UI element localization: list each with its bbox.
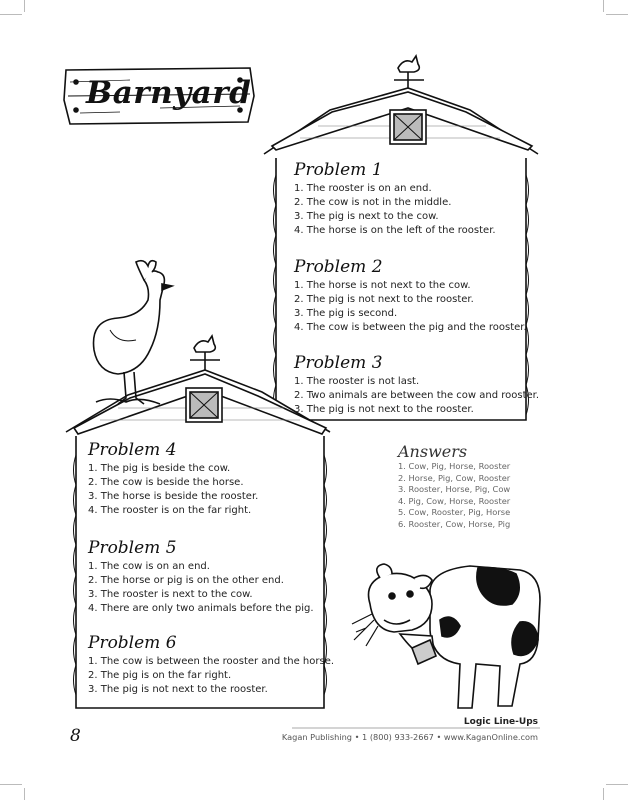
clue: 1. The cow is on an end. xyxy=(88,561,210,572)
clue: 2. The horse or pig is on the other end. xyxy=(88,575,284,586)
clue: 2. The pig is not next to the rooster. xyxy=(294,294,474,305)
problem-4 xyxy=(88,440,320,518)
answer-item: 3. Rooster, Horse, Pig, Cow xyxy=(398,484,511,494)
answer-item: 1. Cow, Pig, Horse, Rooster xyxy=(398,461,511,471)
clue: 4. The rooster is on the far right. xyxy=(88,505,252,516)
problem-2 xyxy=(294,257,527,335)
answers-title: Answers xyxy=(398,442,468,461)
problem-title: Problem 5 xyxy=(88,538,177,558)
problem-title: Problem 4 xyxy=(88,440,177,460)
clue: 4. The horse is on the left of the rooster. xyxy=(294,225,496,236)
clue: 3. The rooster is next to the cow. xyxy=(88,589,253,600)
series-title: Logic Line-Ups xyxy=(463,717,538,727)
clue: 1. The pig is beside the cow. xyxy=(88,463,231,474)
clue: 4. The cow is between the pig and the rooster. xyxy=(294,322,527,333)
problem-1 xyxy=(294,160,522,238)
cow-drawing xyxy=(352,564,540,708)
answer-item: 2. Horse, Pig, Cow, Rooster xyxy=(398,472,511,483)
clue: 2. The cow is not in the middle. xyxy=(294,197,452,208)
clue: 3. The pig is second. xyxy=(294,308,398,319)
clue: 1. The rooster is not last. xyxy=(294,376,420,387)
answer-item: 5. Cow, Rooster, Pig, Horse xyxy=(398,507,511,517)
problem-title: Problem 6 xyxy=(88,633,177,653)
problem-6 xyxy=(88,633,335,697)
problem-title: Problem 2 xyxy=(294,257,383,277)
clue: 1. The rooster is on an end. xyxy=(294,183,432,194)
problem-title: Problem 3 xyxy=(294,353,383,373)
clue: 2. The pig is on the far right. xyxy=(88,670,232,681)
page-number: 8 xyxy=(70,726,81,746)
problem-3 xyxy=(294,353,540,417)
clue: 1. The cow is between the rooster and the horse. xyxy=(88,656,335,667)
clue: 4. There are only two animals before the pig. xyxy=(88,603,314,614)
clue: 3. The pig is next to the cow. xyxy=(294,211,439,222)
clue: 1. The horse is not next to the cow. xyxy=(294,280,471,291)
answer-item: 4. Pig, Cow, Horse, Rooster xyxy=(398,495,511,506)
rooster-drawing xyxy=(94,261,173,404)
clue: 2. Two animals are between the cow and rooster. xyxy=(294,390,540,401)
clue: 3. The horse is beside the rooster. xyxy=(88,491,259,502)
publisher-line: Kagan Publishing • 1 (800) 933-2667 • www.KaganOnline.com xyxy=(281,732,538,742)
clue: 3. The pig is not next to the rooster. xyxy=(88,684,268,695)
answers-section xyxy=(398,442,548,530)
problem-title: Problem 1 xyxy=(294,160,383,180)
clue: 2. The cow is beside the horse. xyxy=(88,477,244,488)
page-title: Barnyard xyxy=(86,75,252,111)
problem-5 xyxy=(88,538,320,616)
answer-item: 6. Rooster, Cow, Horse, Pig xyxy=(398,518,511,529)
clue: 3. The pig is not next to the rooster. xyxy=(294,404,474,415)
